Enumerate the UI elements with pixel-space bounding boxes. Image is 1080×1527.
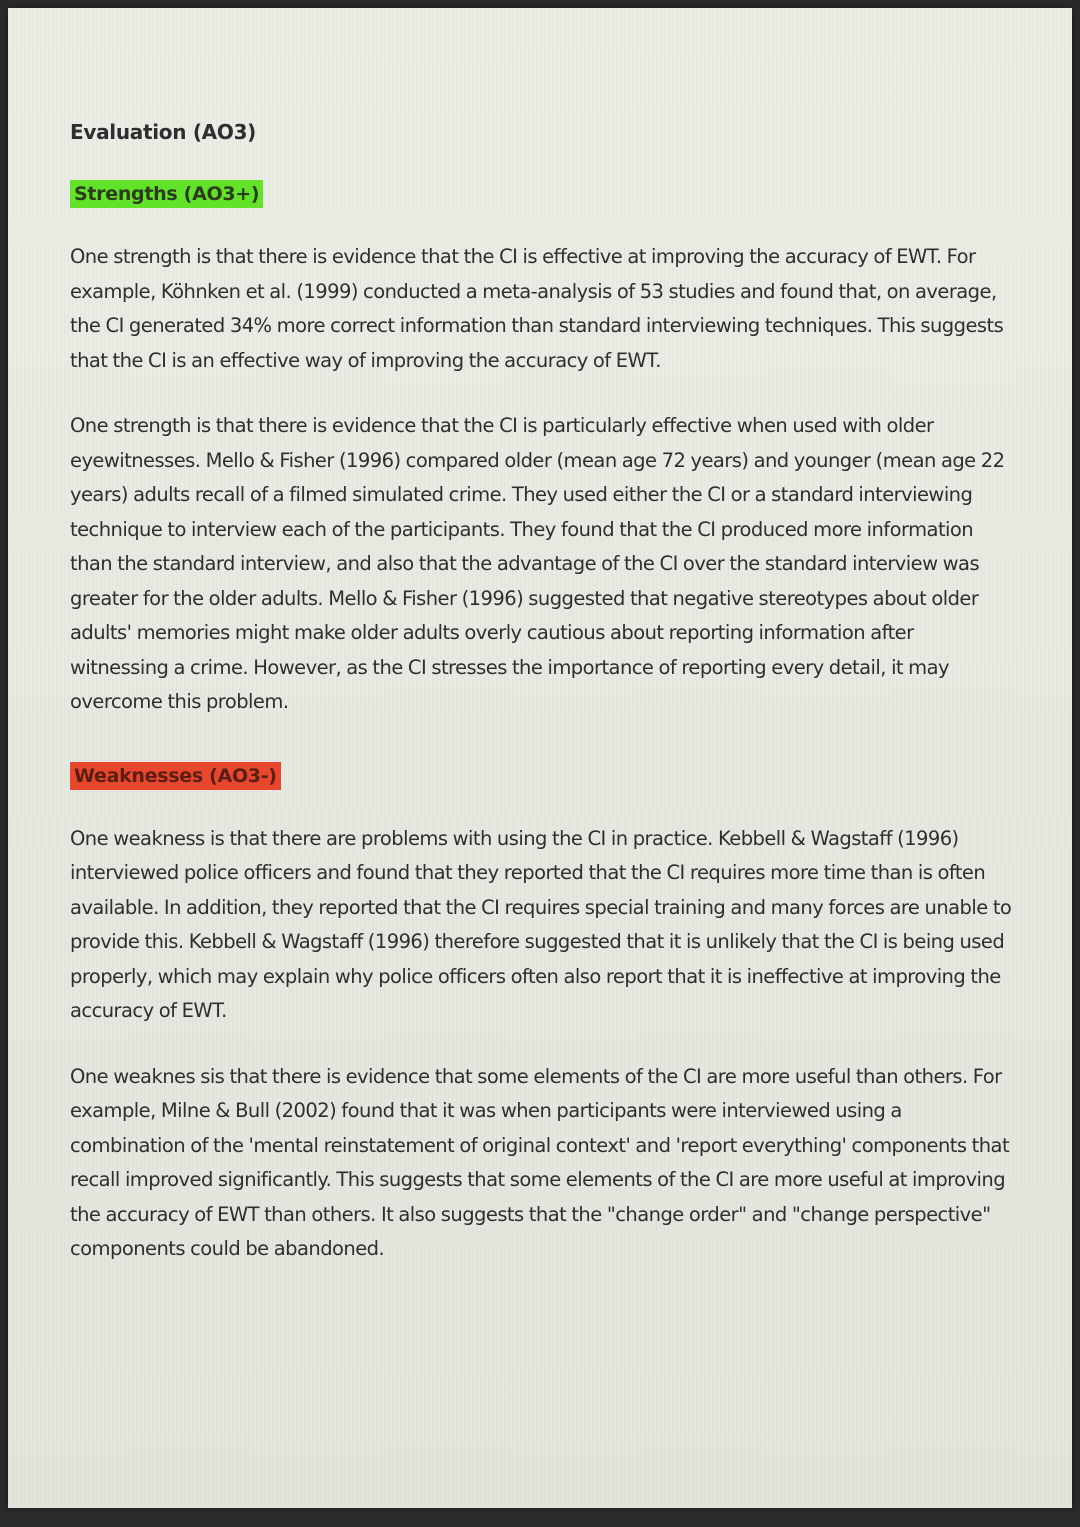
strength-paragraph-2: One strength is that there is evidence that the CI is particularly effective when used with older eyewitnesses. Mello & Fisher (1996) compared older (mean age 72 years) and younger (mean age 22 years) adults recall of a filmed simulated crime. They used either the CI or a standard interviewing technique to interview each of the participants. They found that the CI produced more information than the standard interview, and also that the advantage of the CI over the standard interview was greater for the older adults. Mello & Fisher (1996) suggested that negative stereotypes about older adults' memories might make older adults overly cautious about reporting information after witnessing a crime. However, as the CI stresses the importance of reporting every detail, it may overcome this problem. (70, 414, 1005, 713)
strengths-heading: Strengths (AO3+) (70, 180, 263, 208)
document-content (70, 120, 1015, 1298)
strength-paragraph-1: One strength is that there is evidence that the CI is effective at improving the accuracy of EWT. For example, Köhnken et al. (1999) conducted a meta-analysis of 53 studies and found that, on average, the CI generated 34% more correct information than standard interviewing techniques. This suggests that the CI is an effective way of improving the accuracy of EWT. (70, 245, 1004, 372)
document-page (8, 8, 1072, 1508)
weakness-paragraph-2: One weaknes sis that there is evidence that some elements of the CI are more useful than others. For example, Milne & Bull (2002) found that it was when participants were interviewed using a combination of the 'mental reinstatement of original context' and 'report everything' components that recall improved significantly. This suggests that some elements of the CI are more useful at improving the accuracy of EWT than others. It also suggests that the "change order" and "change perspective" components could be abandoned. (70, 1064, 1010, 1260)
page-title: Evaluation (AO3) (70, 120, 257, 144)
strengths-section-header (70, 180, 1015, 208)
weaknesses-heading: Weaknesses (AO3-) (70, 762, 281, 790)
weakness-paragraph-1: One weakness is that there are problems with using the CI in practice. Kebbell & Wagstaff (1996) interviewed police officers and found that they reported that the CI requires more time than is often available. In addition, they reported that the CI requires special training and many forces are unable to provide this. Kebbell & Wagstaff (1996) therefore suggested that it is unlikely that the CI is being used properly, which may explain why police officers often also report that it is ineffective at improving the accuracy of EWT. (70, 826, 1012, 1022)
weaknesses-section-header (70, 762, 1015, 790)
